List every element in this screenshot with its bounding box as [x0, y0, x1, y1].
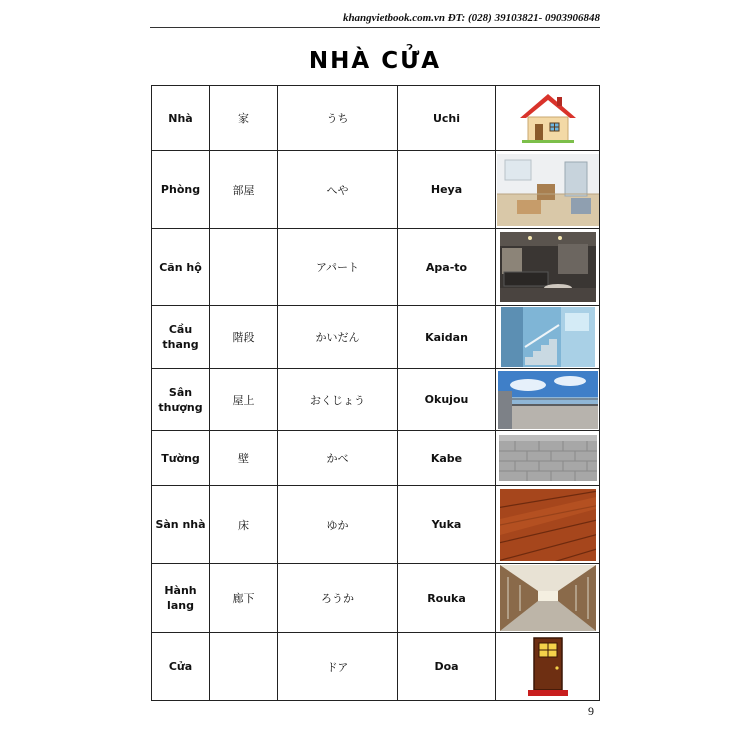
table-row — [152, 633, 600, 701]
hiragana-reading: へや — [278, 151, 398, 229]
vietnamese-word: Cửa — [152, 633, 210, 701]
romaji: Doa — [398, 633, 496, 701]
table-row — [152, 431, 600, 486]
table-row — [152, 151, 600, 229]
image-cell — [496, 486, 600, 564]
table-row — [152, 229, 600, 306]
vietnamese-word: Tường — [152, 431, 210, 486]
kanji: 家 — [210, 86, 278, 151]
hiragana-reading: かべ — [278, 431, 398, 486]
romaji: Apa-to — [398, 229, 496, 306]
hiragana-reading: ろうか — [278, 564, 398, 633]
kanji — [210, 633, 278, 701]
image-cell — [496, 151, 600, 229]
image-cell — [496, 86, 600, 151]
floor-photo — [500, 489, 596, 561]
hiragana-reading: おくじょう — [278, 369, 398, 431]
image-cell — [496, 369, 600, 431]
romaji: Kabe — [398, 431, 496, 486]
vietnamese-word: Nhà — [152, 86, 210, 151]
apartment-photo — [500, 232, 596, 302]
kanji: 階段 — [210, 306, 278, 369]
kanji: 床 — [210, 486, 278, 564]
table-row — [152, 564, 600, 633]
hiragana-reading: ゆか — [278, 486, 398, 564]
romaji: Yuka — [398, 486, 496, 564]
vocabulary-table — [151, 85, 600, 701]
katakana-reading: ドア — [278, 633, 398, 701]
vietnamese-word: Sân thượng — [152, 369, 210, 431]
table-row — [152, 369, 600, 431]
image-cell — [496, 431, 600, 486]
page-number: 9 — [588, 704, 594, 718]
romaji: Rouka — [398, 564, 496, 633]
table-row — [152, 306, 600, 369]
vietnamese-word: Cầu thang — [152, 306, 210, 369]
table-row — [152, 86, 600, 151]
kanji: 部屋 — [210, 151, 278, 229]
romaji: Uchi — [398, 86, 496, 151]
image-cell — [496, 633, 600, 701]
room-photo — [497, 154, 599, 226]
katakana-reading: アパート — [278, 229, 398, 306]
vietnamese-word: Hành lang — [152, 564, 210, 633]
header-divider — [150, 27, 600, 28]
kanji: 壁 — [210, 431, 278, 486]
header-contact: khangvietbook.com.vn ĐT: (028) 39103821- 0903906848 — [342, 12, 600, 24]
image-cell — [496, 564, 600, 633]
romaji: Kaidan — [398, 306, 496, 369]
romaji: Okujou — [398, 369, 496, 431]
house-icon — [518, 92, 578, 144]
vietnamese-word: Sàn nhà — [152, 486, 210, 564]
table-row — [152, 486, 600, 564]
kanji: 廊下 — [210, 564, 278, 633]
image-cell — [496, 306, 600, 369]
kanji — [210, 229, 278, 306]
hallway-photo — [500, 565, 596, 631]
wall-photo — [499, 435, 597, 481]
rooftop-photo — [498, 371, 598, 429]
romaji: Heya — [398, 151, 496, 229]
hiragana-reading: かいだん — [278, 306, 398, 369]
image-cell — [496, 229, 600, 306]
hiragana-reading: うち — [278, 86, 398, 151]
page-title: NHÀ CỬA — [308, 48, 442, 74]
kanji: 屋上 — [210, 369, 278, 431]
vietnamese-word: Căn hộ — [152, 229, 210, 306]
door-icon — [526, 636, 570, 698]
vietnamese-word: Phòng — [152, 151, 210, 229]
stairs-photo — [501, 307, 595, 367]
